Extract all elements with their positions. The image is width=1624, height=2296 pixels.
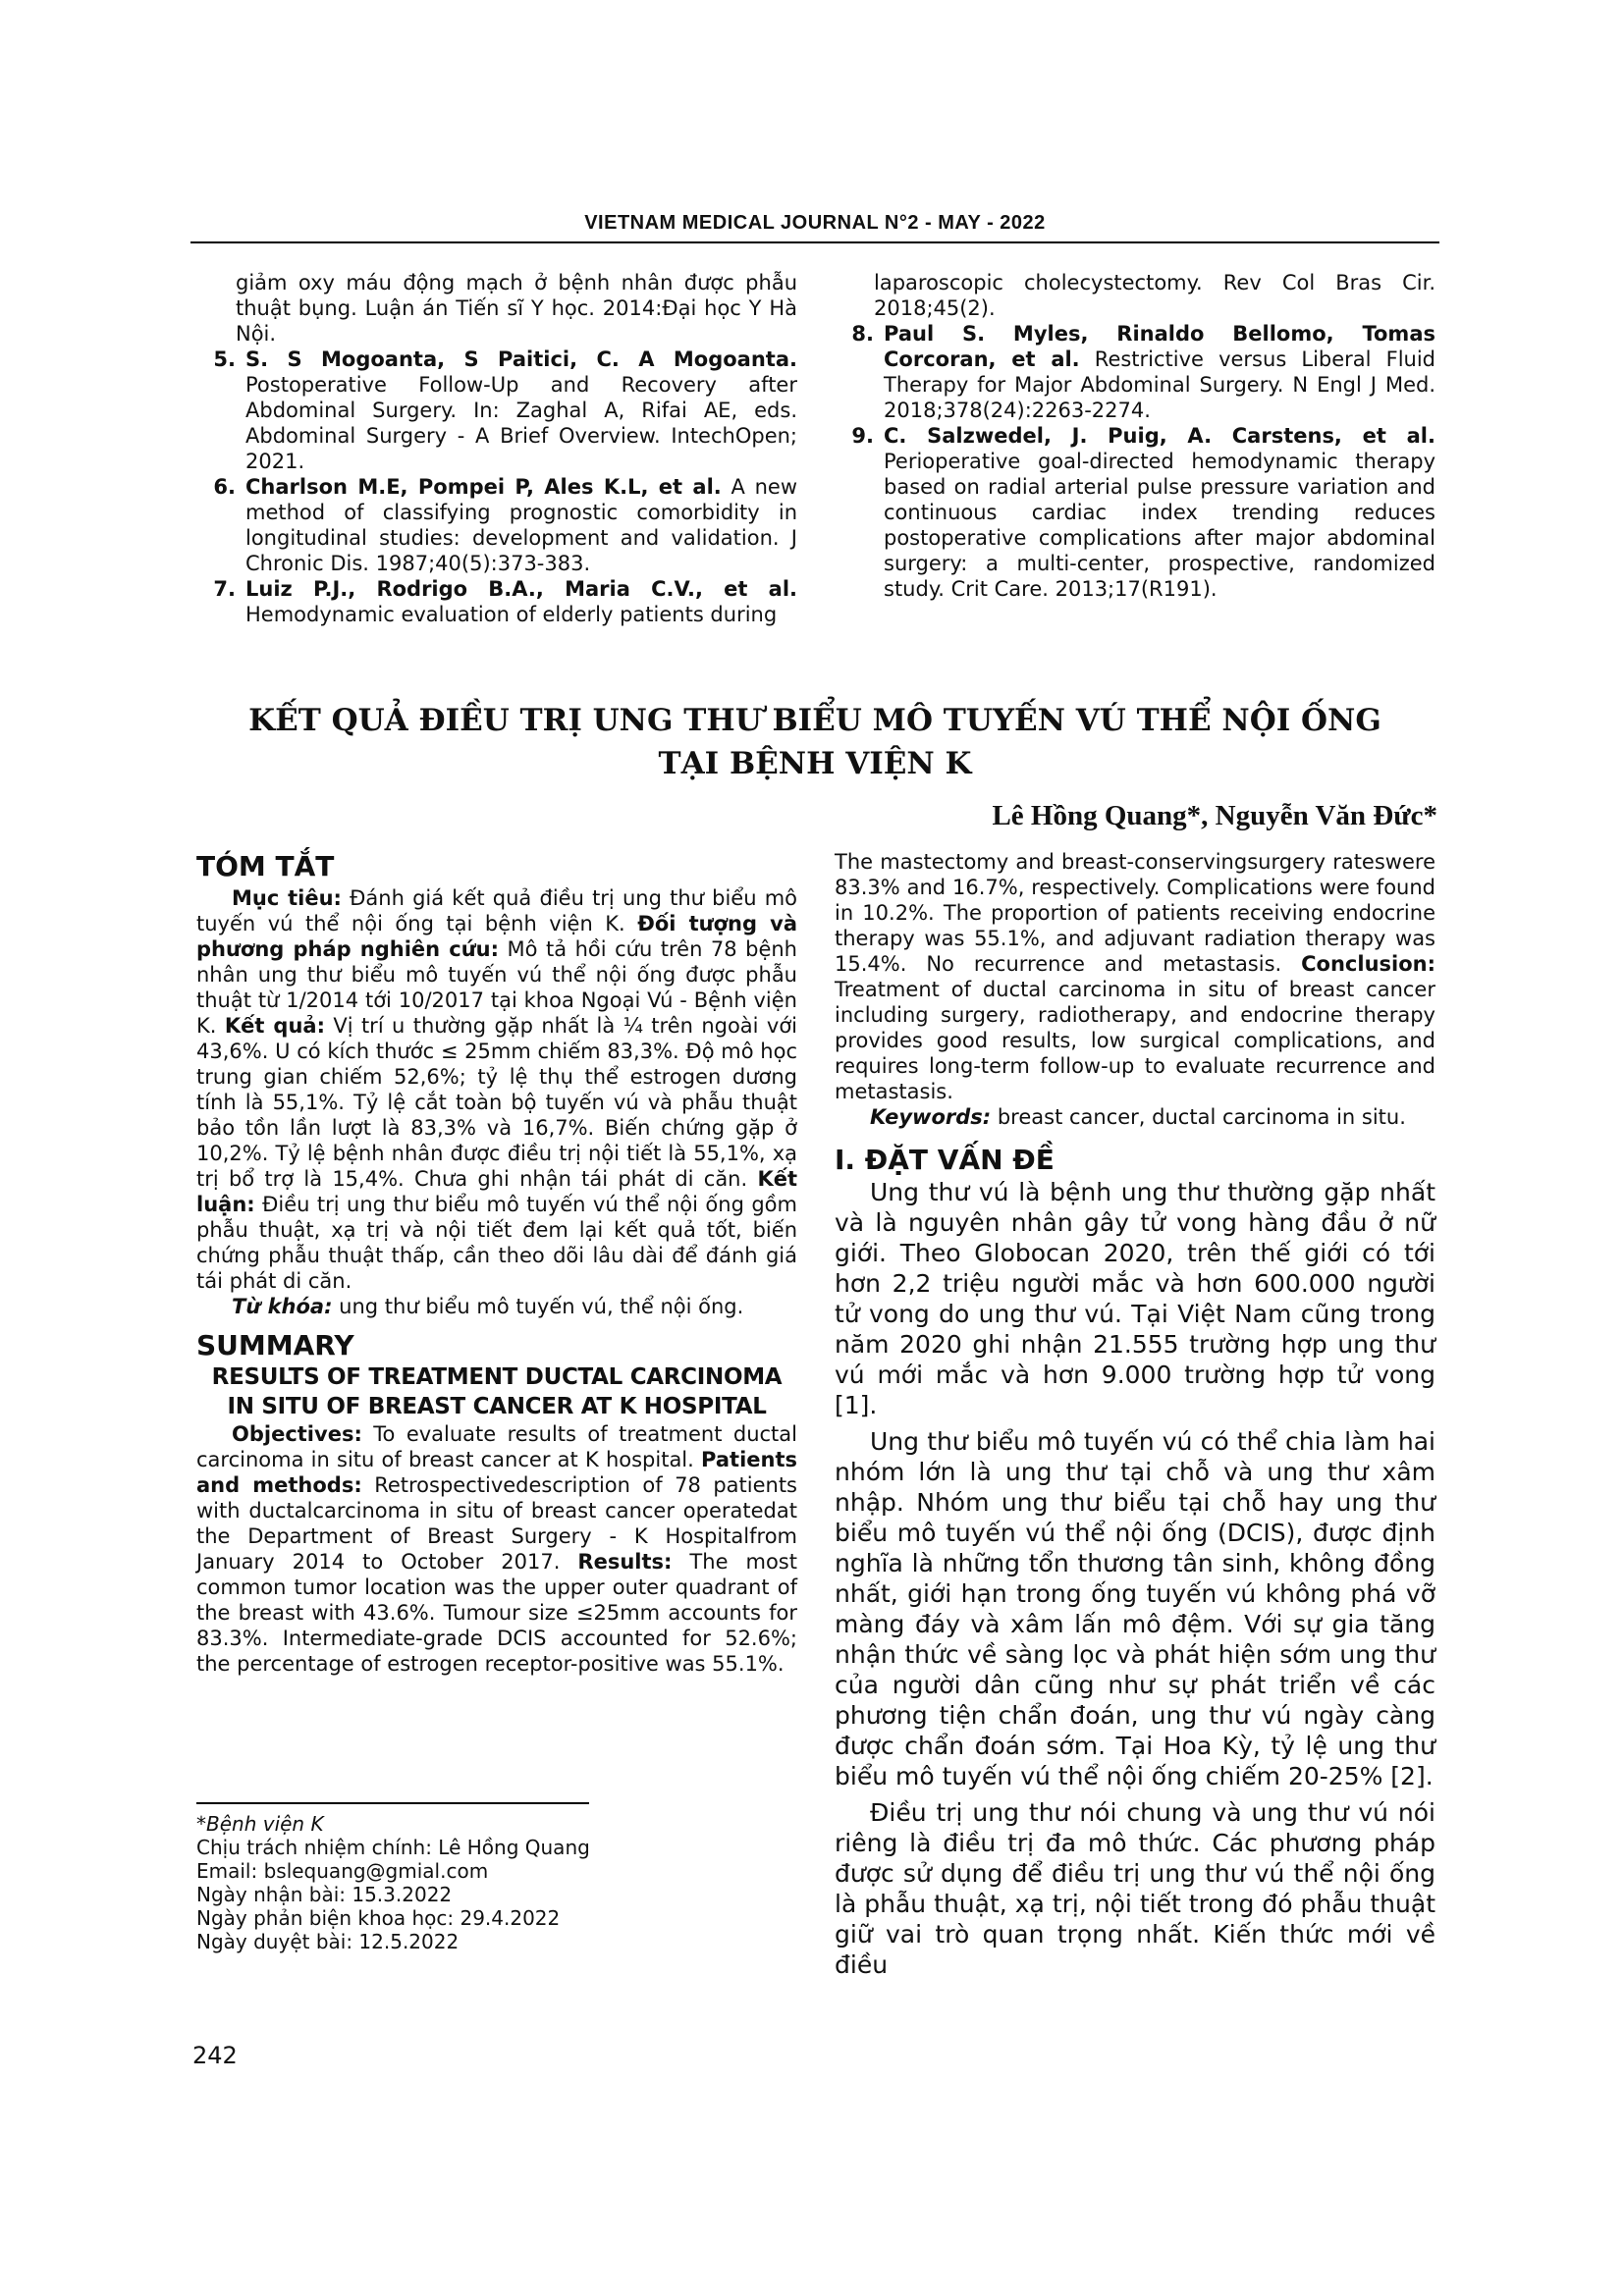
- reference-authors: Luiz P.J., Rodrigo B.A., Maria C.V., et al.: [245, 577, 797, 601]
- article-title: [190, 699, 1439, 785]
- reference-text: A new method of classifying prognostic comorbidity in longitudinal studies: development and validation. J Chronic Dis. 1987;40(5):373-383.: [245, 475, 797, 575]
- reference-text: Restrictive versus Liberal Fluid Therapy for Major Abdominal Surgery. N Engl J Med. 2018;378(24):2263-2274.: [884, 347, 1435, 422]
- summary-title: RESULTS OF TREATMENT DUCTAL CARCINOMA IN SITU OF BREAST CANCER AT K HOSPITAL: [211, 1364, 783, 1419]
- reference-authors: S. S Mogoanta, S Paitici, C. A Mogoanta.: [245, 347, 797, 371]
- intro-paragraph-1: Ung thư vú là bệnh ung thư thường gặp nhất và là nguyên nhân gây tử vong hàng đầu ở nữ giới. Theo Globocan 2020, trên thế giới có tới hơn 2,2 triệu người mắc và hơn 600.000 người tử vong do ung thư vú. Tại Việt Nam cũng trong năm 2020 ghi nhận 21.555 trường hợp ung thư vú mới mắc và hơn 9.000 trường hợp tử vong [1].: [835, 1178, 1435, 1419]
- reference-6: [196, 474, 797, 576]
- summary-en-body: Objectives: To evaluate results of treatment ductal carcinoma in situ of breast cancer at K hospital. Patients and methods: Retrospectivedescription of 78 patients with ductalcarcinoma in situ of breast cancer operatedat the Department of Breast Surgery - K Hospitalfrom January 2014 to October 2017. Results: The most common tumor location was the upper outer quadrant of the breast with 43.6%. Tumour size ≤25mm accounts for 83.3%. Intermediate-grade DCIS accounted for 52.6%; the percentage of estrogen receptor-positive was 55.1%.: [196, 1422, 797, 1676]
- right-column: [835, 849, 1435, 1980]
- references-left: [196, 270, 797, 627]
- header-rule: [190, 241, 1439, 243]
- intro-paragraph-3: Điều trị ung thư nói chung và ung thư vú nói riêng là điều trị đa mô thức. Các phương pháp được sử dụng để điều trị ung thư vú thể nội ống là phẫu thuật, xạ trị, nội tiết trong đó phẫu thuật giữ vai trò quan trọng nhất. Kiến thức mới về điều: [835, 1798, 1435, 1979]
- reference-5: [196, 347, 797, 474]
- reference-number: 5.: [213, 347, 236, 371]
- page-number: 242: [192, 2042, 238, 2069]
- reference-text: Postoperative Follow-Up and Recovery after Abdominal Surgery. In: Zaghal A, Rifai AE, eds. Abdominal Surgery - A Brief Overview. IntechOpen; 2021.: [245, 373, 797, 473]
- abstract-column: [196, 850, 798, 1677]
- reference-8: [835, 321, 1435, 423]
- objective-label: Mục tiêu:: [232, 886, 342, 910]
- footnote-rule: [196, 1802, 589, 1804]
- method-label: Đối tượng và phương pháp nghiên cứu:: [196, 912, 798, 961]
- summary-heading: SUMMARY: [196, 1329, 354, 1362]
- intro-heading: I. ĐẶT VẤN ĐỀ: [835, 1144, 1055, 1176]
- reference-number: 9.: [851, 424, 874, 448]
- reference-9: [835, 423, 1435, 602]
- keywords-en: Keywords: breast cancer, ductal carcinoma in situ.: [870, 1105, 1406, 1129]
- reference-number: 6.: [213, 475, 236, 499]
- abstract-vi-body: Mục tiêu: Đánh giá kết quả điều trị ung thư biểu mô tuyến vú thể nội ống tại bệnh viện K. Đối tượng và phương pháp nghiên cứu: Mô tả hồi cứu trên 78 bệnh nhân ung thư biểu mô tuyến vú thể nội ống được phẫu thuật từ 1/2014 tới 10/2017 tại khoa Ngoại Vú - Bệnh viện K. Kết quả: Vị trí u thường gặp nhất là ¼ trên ngoài với 43,6%. U có kích thước ≤ 25mm chiếm 83,3%. Độ mô học trung gian chiếm 52,6%; tỷ lệ thụ thể estrogen dương tính là 55,1%. Tỷ lệ cắt toàn bộ tuyến vú và phẫu thuật bảo tồn lần lượt là 83,3% và 16,7%. Biến chứng gặp ở 10,2%. Tỷ lệ bệnh nhân được điều trị nội tiết là 55,1%, xạ trị bổ trợ là 15,4%. Chưa ghi nhận tái phát di căn. Kết luận: Điều trị ung thư biểu mô tuyến vú thể nội ống gồm phẫu thuật, xạ trị và nội tiết đem lại kết quả tốt, biến chứng phẫu thuật thấp, cần theo dõi lâu dài để đánh giá tái phát di căn.: [196, 886, 798, 1293]
- reference-text: Perioperative goal-directed hemodynamic therapy based on radial arterial pulse pressure variation and continuous cardiac index trending reduces postoperative complications after major abdominal surgery: a multi-center, prospective, randomized study. Crit Care. 2013;17(R191).: [884, 450, 1435, 601]
- reference-text: Hemodynamic evaluation of elderly patients during: [245, 603, 778, 626]
- intro-paragraph-2: Ung thư biểu mô tuyến vú có thể chia làm hai nhóm lớn là ung thư tại chỗ và ung thư xâm nhập. Nhóm ung thư biểu tại chỗ hay ung thư biểu mô tuyến vú thể nội ống (DCIS), được định nghĩa là những tổn thương tân sinh, không đồng nhất, giới hạn trong ống tuyến vú không phá vỡ màng đáy và xâm lấn mô đệm. Với sự gia tăng nhận thức về sàng lọc và phát hiện sớm ung thư của người dân cũng như sự phát triển về các phương tiện chẩn đoán, ung thư vú ngày càng được chẩn đoán sớm. Tại Hoa Kỳ, tỷ lệ ung thư biểu mô tuyến vú thể nội ống chiếm 20-25% [2].: [835, 1427, 1435, 1790]
- summary-continuation: The mastectomy and breast-conservingsurgery rateswere 83.3% and 16.7%, respectively. Complications were found in 10.2%. The proportion of patients receiving endocrine therapy was 55.1%, and adjuvant radiation therapy was 15.4%. No recurrence and metastasis. Conclusion: Treatment of ductal carcinoma in situ of breast cancer including surgery, radiotherapy, and endocrine therapy provides good results, low surgical complications, and requires long-term follow-up to evaluate recurrence and metastasis.: [835, 850, 1435, 1103]
- reference-authors: C. Salzwedel, J. Puig, A. Carstens, et al.: [884, 424, 1435, 448]
- article-authors: Lê Hồng Quang*, Nguyễn Văn Đức*: [992, 800, 1437, 831]
- reference-authors: Charlson M.E, Pompei P, Ales K.L, et al.: [245, 475, 722, 499]
- reference-continuation: giảm oxy máu động mạch ở bệnh nhân được phẫu thuật bụng. Luận án Tiến sĩ Y học. 2014:Đại học Y Hà Nội.: [236, 271, 797, 346]
- journal-header: VIETNAM MEDICAL JOURNAL N°2 - MAY - 2022: [584, 212, 1046, 234]
- footnote: *Bệnh viện K Chịu trách nhiệm chính: Lê Hồng Quang Email: bslequang@gmial.com Ngày nhận bài: 15.3.2022 Ngày phản biện khoa học: 29.4.2022 Ngày duyệt bài: 12.5.2022: [196, 1812, 590, 1953]
- reference-7: [196, 576, 797, 627]
- references-right: [835, 270, 1435, 602]
- reference-continuation: laparoscopic cholecystectomy. Rev Col Bras Cir. 2018;45(2).: [874, 271, 1435, 320]
- keywords-vi: Từ khóa: ung thư biểu mô tuyến vú, thể nội ống.: [232, 1295, 744, 1318]
- result-label: Kết quả:: [224, 1014, 325, 1038]
- article-title-line2: TẠI BỆNH VIỆN K: [658, 746, 972, 781]
- abstract-heading: TÓM TẮT: [196, 850, 335, 882]
- reference-authors: Paul S. Myles, Rinaldo Bellomo, Tomas Corcoran, et al.: [884, 322, 1435, 371]
- article-title-line1: KẾT QUẢ ĐIỀU TRỊ UNG THƯ BIỂU MÔ TUYẾN VÚ THỂ NỘI ỐNG: [248, 703, 1381, 738]
- reference-number: 7.: [213, 577, 236, 601]
- reference-number: 8.: [851, 322, 874, 346]
- conclusion-label: Kết luận:: [196, 1167, 797, 1216]
